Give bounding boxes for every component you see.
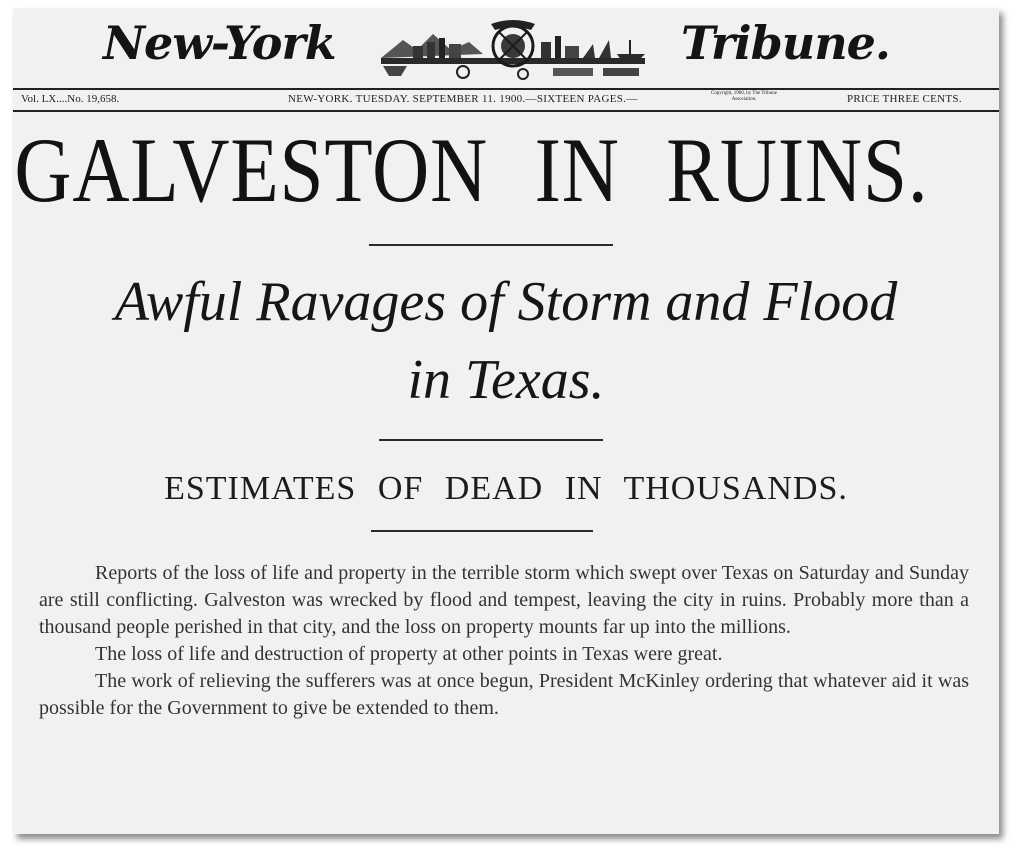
deck-line-1: Awful Ravages of Storm and Flood <box>114 271 898 333</box>
masthead <box>13 8 999 86</box>
divider-rule <box>369 244 613 246</box>
volume-number: Vol. LX....No. 19,658. <box>21 93 120 105</box>
article-paragraph: The work of relieving the sufferers was at once begun, President McKinley ordering that whatever aid it was possible for the Government to give be extended to them. <box>39 670 969 719</box>
newspaper-emblem-icon <box>373 20 653 82</box>
deck-line-2: in Texas. <box>407 349 605 411</box>
masthead-title-left: New-York <box>103 16 336 70</box>
copyright-notice: Copyright, 1900, by The Tribune Association. <box>710 91 778 102</box>
issue-date: NEW-YORK. TUESDAY. SEPTEMBER 11. 1900.—SIXTEEN PAGES.— <box>288 93 638 105</box>
masthead-title-right: Tribune. <box>681 16 890 70</box>
article-paragraph: The loss of life and destruction of property at other points in Texas were great. <box>95 643 723 665</box>
newspaper-clipping <box>13 8 999 834</box>
price: PRICE THREE CENTS. <box>847 93 962 105</box>
article-body <box>39 560 969 722</box>
divider-rule <box>371 530 593 532</box>
subheadline: ESTIMATES OF DEAD IN THOUSANDS. <box>164 470 848 507</box>
dateline-bar <box>13 88 999 112</box>
main-headline: GALVESTON IN RUINS. <box>14 119 929 221</box>
divider-rule <box>379 439 603 441</box>
article-paragraph: Reports of the loss of life and property in the terrible storm which swept over Texas on Saturday and Sunday are still conflicting. Galveston was wrecked by flood and tempest, leaving the city in ruins. Probably more than a thousand people perished in that city, and the loss on property mounts far up into the millions. <box>39 562 969 638</box>
